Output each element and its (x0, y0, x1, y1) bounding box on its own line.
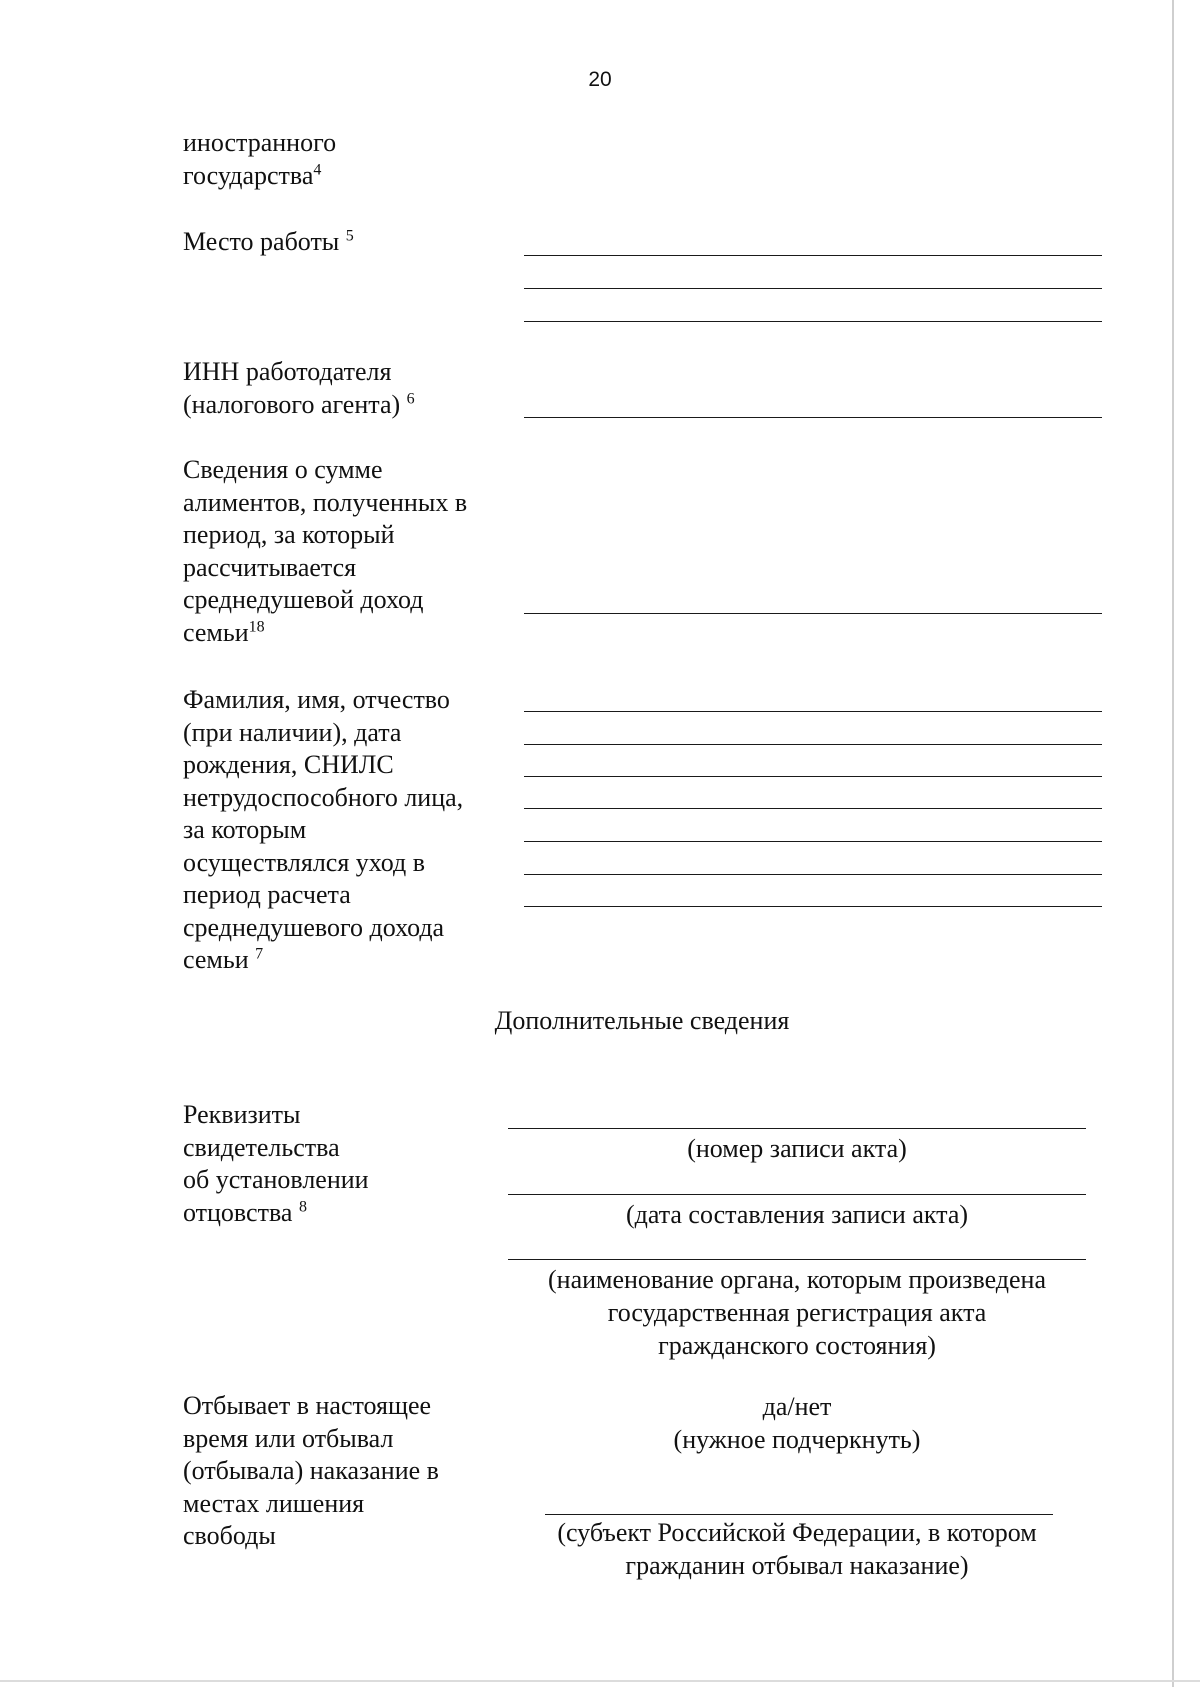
disabled-person-line-2[interactable] (524, 744, 1102, 745)
disabled-person-line-1[interactable] (524, 711, 1102, 712)
record-date-line[interactable] (508, 1194, 1086, 1195)
workplace-label: Место работы $^5$ (183, 227, 354, 256)
footnote-ref: 4 (313, 160, 322, 178)
workplace-line-1[interactable] (524, 255, 1102, 256)
disabled-person-line-7[interactable] (524, 906, 1102, 907)
alimony-label: Сведения о сумме алиментов, полученных в период, за который рассчитывается среднедушевой доход семьи$^{18}$ (183, 455, 468, 647)
workplace-line-2[interactable] (524, 288, 1102, 289)
page-number: 20 (588, 68, 612, 91)
authority-line[interactable] (508, 1259, 1086, 1260)
disabled-person-line-4[interactable] (524, 808, 1102, 809)
footnote-ref: 6 (406, 389, 415, 407)
section-heading: Дополнительные сведения (494, 1006, 790, 1035)
record-date-caption: (дата составления записи акта) (625, 1200, 969, 1229)
disabled-person-line-3[interactable] (524, 776, 1102, 777)
footnote-ref: 5 (345, 227, 354, 245)
employer-inn-label: ИНН работодателя (налогового агента) $^6$ (183, 357, 415, 419)
footnote-ref: 18 (248, 617, 265, 635)
disabled-person-label: Фамилия, имя, отчество (при наличии), дата рождения, СНИЛС нетрудоспособного лица, за которым осуществлялся уход в период расчета среднедушевого дохода семьи $^7$ (183, 685, 464, 974)
employer-inn-line[interactable] (524, 417, 1102, 418)
footnote-ref: 7 (255, 945, 264, 963)
alimony-line[interactable] (524, 613, 1102, 614)
region-line[interactable] (545, 1514, 1053, 1515)
disabled-person-line-6[interactable] (524, 874, 1102, 875)
imprisonment-answer[interactable]: да/нет (762, 1392, 832, 1421)
imprisonment-answer-hint: (нужное подчеркнуть) (673, 1425, 921, 1454)
region-caption: (субъект Российской Федерации, в котором гражданин отбывал наказание) (557, 1518, 1037, 1580)
imprisonment-label: Отбывает в настоящее время или отбывал (отбывала) наказание в местах лишения свободы (183, 1391, 439, 1550)
record-number-line[interactable] (508, 1128, 1086, 1129)
page-edge-bottom (0, 1680, 1200, 1682)
paternity-label: Реквизиты свидетельства об установлении отцовства $^8$ (183, 1100, 369, 1227)
foreign-state-label: иностранного государства$^4$ (183, 128, 337, 190)
footnote-ref: 8 (298, 1197, 307, 1215)
record-number-caption: (номер записи акта) (687, 1134, 907, 1163)
page-edge-right (1172, 0, 1174, 1687)
disabled-person-line-5[interactable] (524, 841, 1102, 842)
authority-caption: (наименование органа, которым произведена государственная регистрация акта гражданского состояния) (548, 1265, 1046, 1360)
workplace-line-3[interactable] (524, 321, 1102, 322)
